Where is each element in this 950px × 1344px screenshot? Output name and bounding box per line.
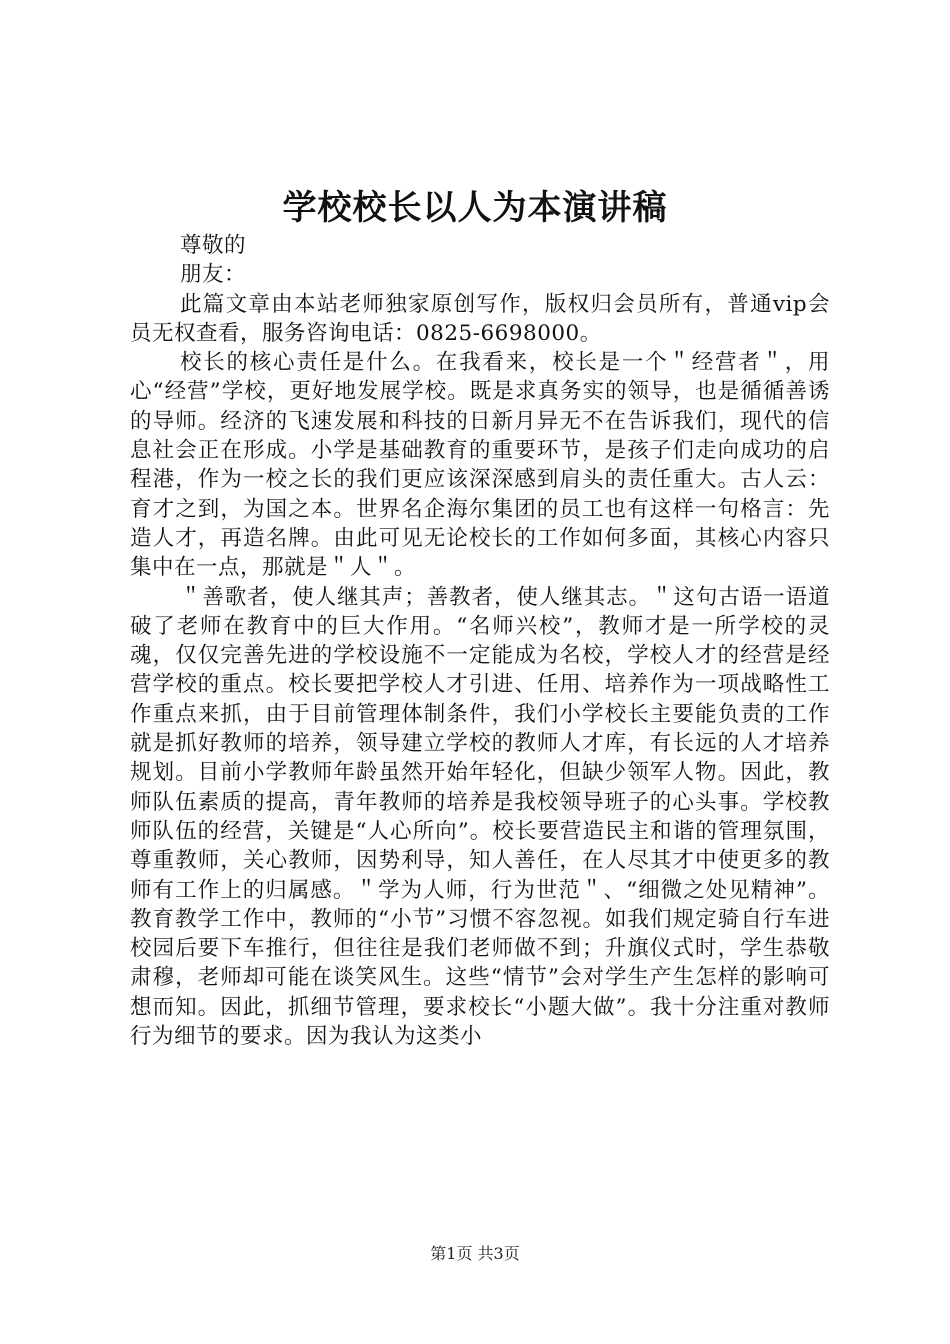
document-body (130, 231, 830, 1051)
document-title: 学校校长以人为本演讲稿 (282, 188, 668, 228)
paragraph-teacher-role: ＂善歌者，使人继其声；善教者，使人继其志。＂这句古语一语道破了老师在教育中的巨大作用。“名师兴校”，教师才是一所学校的灵魂，仅仅完善先进的学校设施不一定能成为名校，学校人才的经营是经营学校的重点。校长要把学校人才引进、任用、培养作为一项战略性工作重点来抓，由于目前管理体制条件，我们小学校长主要能负责的工作就是抓好教师的培养，领导建立学校的教师人才库，有长远的人才培养规划。目前小学教师年龄虽然开始年轻化，但缺少领军人物。因此，教师队伍素质的提高，青年教师的培养是我校领导班子的心头事。学校教师队伍的经营，关键是“人心所向”。校长要营造民主和谐的管理氛围，尊重教师，关心教师，因势利导，知人善任，在人尽其才中使更多的教师有工作上的归属感。＂学为人师，行为世范＂、“细微之处见精神”。教育教学工作中，教师的“小节”习惯不容忽视。如我们规定骑自行车进校园后要下车推行，但往往是我们老师做不到；升旗仪式时，学生恭敬肃穆，老师却可能在谈笑风生。这些“情节”会对学生产生怎样的影响可想而知。因此，抓细节管理，要求校长“小题大做”。我十分注重对教师行为细节的要求。因为我认为这类小 (130, 584, 830, 1050)
salutation-line-1: 尊敬的 (180, 233, 247, 258)
paragraph-principal-responsibility: 校长的核心责任是什么。在我看来，校长是一个＂经营者＂，用心“经营”学校，更好地发展学校。既是求真务实的领导，也是循循善诱的导师。经济的飞速发展和科技的日新月异无不在告诉我们，现代的信息社会正在形成。小学是基础教育的重要环节，是孩子们走向成功的启程港，作为一校之长的我们更应该深深感到肩头的责任重大。古人云：育才之到，为国之本。世界名企海尔集团的员工也有这样一句格言：先造人才，再造名牌。由此可见无论校长的工作如何多面，其核心内容只集中在一点，那就是＂人＂。 (130, 350, 830, 581)
salutation-line-2: 朋友： (180, 262, 247, 288)
page-footer: 第1页 共3页 (430, 1244, 520, 1263)
paragraph-copyright-notice: 此篇文章由本站老师独家原创写作，版权归会员所有，普通vip会员无权查看，服务咨询电话：0825-6698000。 (130, 291, 830, 346)
